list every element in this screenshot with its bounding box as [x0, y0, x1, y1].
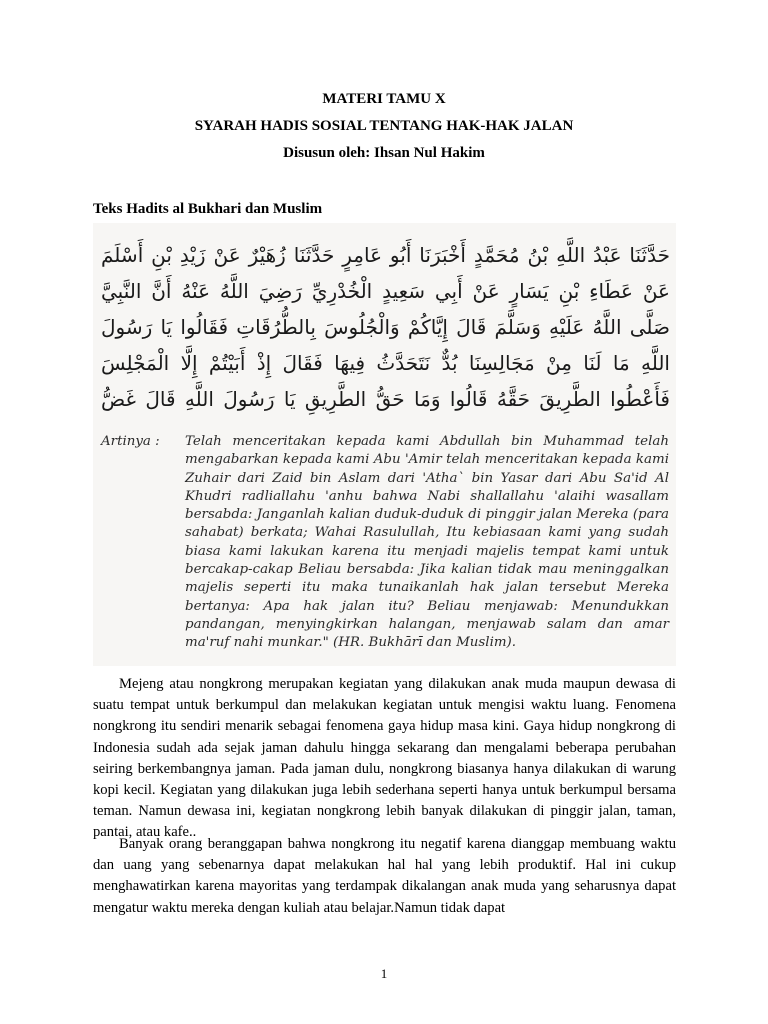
hadith-arabic-text — [93, 223, 676, 422]
hadith-arabic-body: حَدَّثَنَا عَبْدُ اللَّهِ بْنُ مُحَمَّدٍ أَخْبَرَنَا أَبُو عَامِرٍ حَدَّثَنَا زُهَيْرٌ عَنْ زَيْدِ بْنِ أَسْلَمَ عَنْ عَطَاءِ بْنِ يَسَارٍ عَنْ أَبِي سَعِيدٍ الْخُدْرِيِّ رَضِيَ اللَّهُ عَنْهُ أَنَّ النَّبِيَّ صَلَّى اللَّهُ عَلَيْهِ وَسَلَّمَ قَالَ إِيَّاكُمْ وَالْجُلُوسَ بِالطُّرُقَاتِ فَقَالُوا يَا رَسُولَ اللَّهِ مَا لَنَا مِنْ مَجَالِسِنَا بُدٌّ نَتَحَدَّثُ فِيهَا فَقَالَ إِذْ أَبَيْتُمْ إِلَّا الْمَجْلِسَ فَأَعْطُوا الطَّرِيقَ حَقَّهُ قَالُوا وَمَا حَقُّ الطَّرِيقِ يَا رَسُولَ اللَّهِ قَالَ غَضُّ — [101, 243, 670, 411]
document-author: Disusun oleh: Ihsan Nul Hakim — [283, 145, 485, 161]
hadith-scan-image — [93, 223, 676, 666]
translation-text: Telah menceritakan kepada kami Abdullah bin Muhammad telah mengabarkan kepada kami Abu 'Amir telah menceritakan kepada kami Zuhair dari Zaid bin Aslam dari 'Atha` bin Yasar dari Abu Sa'id Al Khudri radliallahu 'anhu bahwa Nabi shallallahu 'alaihi wasallam bersabda: Janganlah kalian duduk-duduk di pinggir jalan Mereka (para sahabat) berkata; Wahai Rasulullah, Itu kebiasaan kami yang sudah biasa kami lakukan karena itu menjadi majelis tempat kami untuk bercakap-cakap Beliau bersabda: Jika kalian tidak mau meninggalkan majelis seperti itu maka tunaikanlah hak jalan tersebut Mereka bertanya: Apa hak jalan itu? Beliau menjawab: Menundukkan pandangan, menyingkirkan halangan, menjawab salam dan amar ma'ruf nahi munkar." (HR. Bukhārī dan Muslim). — [185, 434, 669, 651]
document-subtitle: SYARAH HADIS SOSIAL TENTANG HAK-HAK JALAN — [194, 118, 574, 134]
body-paragraph-2: Banyak orang beranggapan bahwa nongkrong itu negatif karena dianggap membuang waktu dan uang yang sebenarnya dapat melakukan hal hal yang lebih produktif. Hal ini cukup menghawatirkan karena mayoritas yang terdampak dikalangan anak muda yang seharusnya dapat mengatur waktu mereka dengan kuliah atau belajar.Namun tidak dapat — [93, 836, 676, 916]
section-heading: Teks Hadits al Bukhari dan Muslim — [93, 201, 323, 217]
title-block — [0, 86, 768, 167]
page-number: 1 — [380, 966, 388, 981]
hadith-translation — [101, 433, 669, 653]
document-title: MATERI TAMU X — [322, 91, 446, 107]
body-paragraph-1: Mejeng atau nongkrong merupakan kegiatan yang dilakukan anak muda maupun dewasa di suatu tempat untuk berkumpul dan melakukan kegiatan untuk mengisi waktu luang. Fenomena nongkrong itu sendiri menarik sebagai fenomena gaya hidup masa kini. Gaya hidup nongkrong di Indonesia sudah ada sejak jaman dahulu hingga sekarang dan mengalami beberapa perubahan seiring berkembangnya jaman. Pada jaman dulu, nongkrong biasanya hanya dilakukan di warung kopi kecil. Kegiatan yang dilakukan juga lebih sederhana seperti hanya untuk berkumpul bersama teman. Namun dewasa ini, kegiatan nongkrong lebih banyak dilakukan di pinggir jalan, taman, pantai, atau kafe.. — [93, 676, 676, 841]
translation-label: Artinya : — [101, 434, 160, 449]
